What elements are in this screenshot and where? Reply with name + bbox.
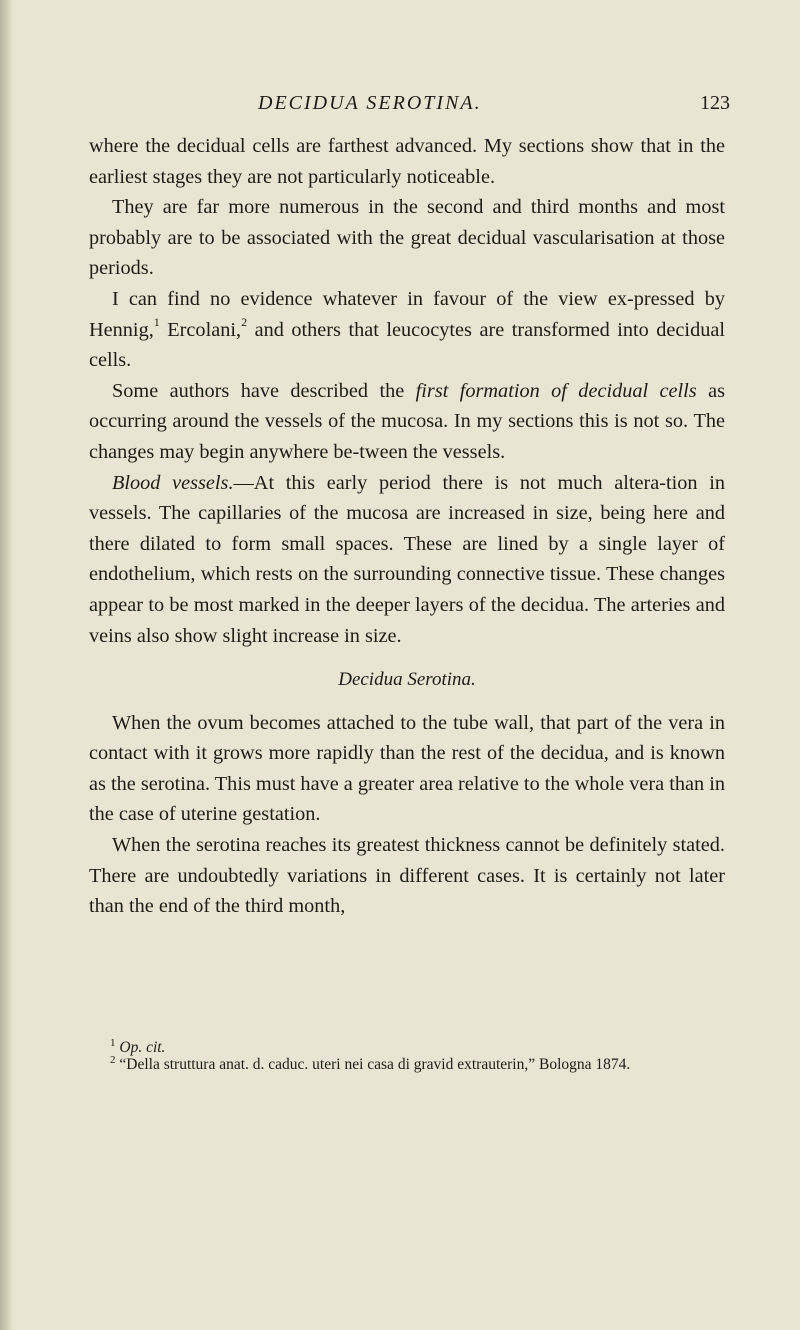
footnote-ref-1: 1 (153, 314, 160, 329)
footnote-ref-2: 2 (241, 314, 248, 329)
paragraph-5-heading: Blood vessels. (112, 471, 234, 494)
page-edge-shadow (0, 0, 14, 1330)
footnote-2 (89, 1053, 725, 1073)
running-title: DECIDUA SEROTINA. (258, 92, 482, 114)
paragraph-3-text-a: I can find no evidence whatever in favour of the view ex-pressed by Hennig, (89, 287, 725, 341)
section-title: Decidua Serotina. (338, 669, 476, 691)
paragraph-4-text-b: as occurring around the vessels of the mucosa. In my sections this is not so. The changes may begin anywhere be-tween the vessels. (89, 379, 726, 463)
page-header (0, 92, 800, 118)
body-text (89, 131, 725, 922)
paragraph-4 (89, 376, 725, 468)
paragraph-4-text-a: Some authors have described the (112, 379, 416, 402)
footnote-1-mark: 1 (110, 1036, 116, 1049)
paragraph-5 (89, 468, 725, 652)
footnote-1-text: Op. cit. (119, 1039, 166, 1056)
paragraph-4-emphasis: first formation of decidual cells (415, 379, 697, 402)
paragraph-1: where the decidual cells are farthest advanced. My sections show that in the earliest stages they are not particularly noticeable. (89, 135, 725, 188)
footnote-2-text: “Della struttura anat. d. caduc. uteri nei casa di gravid extrauterin,” Bologna 1874. (119, 1056, 631, 1073)
footnotes (89, 1036, 725, 1073)
paragraph-3 (89, 284, 725, 376)
page-number: 123 (700, 92, 730, 114)
footnote-1 (89, 1036, 725, 1056)
footnote-2-mark: 2 (110, 1053, 116, 1066)
paragraph-7: When the serotina reaches its greatest thickness cannot be definitely stated. There are undoubtedly variations in different cases. It is certainly not later than the end of the third month, (89, 834, 725, 918)
paragraph-6: When the ovum becomes attached to the tube wall, that part of the vera in contact with it grows more rapidly than the rest of the decidua, and is known as the serotina. This must have a greater area relative to the whole vera than in the case of uterine gestation. (89, 711, 725, 826)
paragraph-3-text-c: and others that leucocytes are transformed into decidual cells. (89, 318, 725, 372)
paragraph-5-text: —At this early period there is not much altera-tion in vessels. The capillaries of the mucosa are increased in size, being here and there dilated to form small spaces. These are lined by a single layer of endothelium, which rests on the surrounding connective tissue. These changes appear to be most marked in the deeper layers of the decidua. The arteries and veins also show slight increase in size. (89, 471, 725, 647)
paragraph-3-text-b: Ercolani, (159, 318, 242, 341)
paragraph-2: They are far more numerous in the second and third months and most probably are to be associated with the great decidual vascularisation at those periods. (89, 196, 725, 280)
